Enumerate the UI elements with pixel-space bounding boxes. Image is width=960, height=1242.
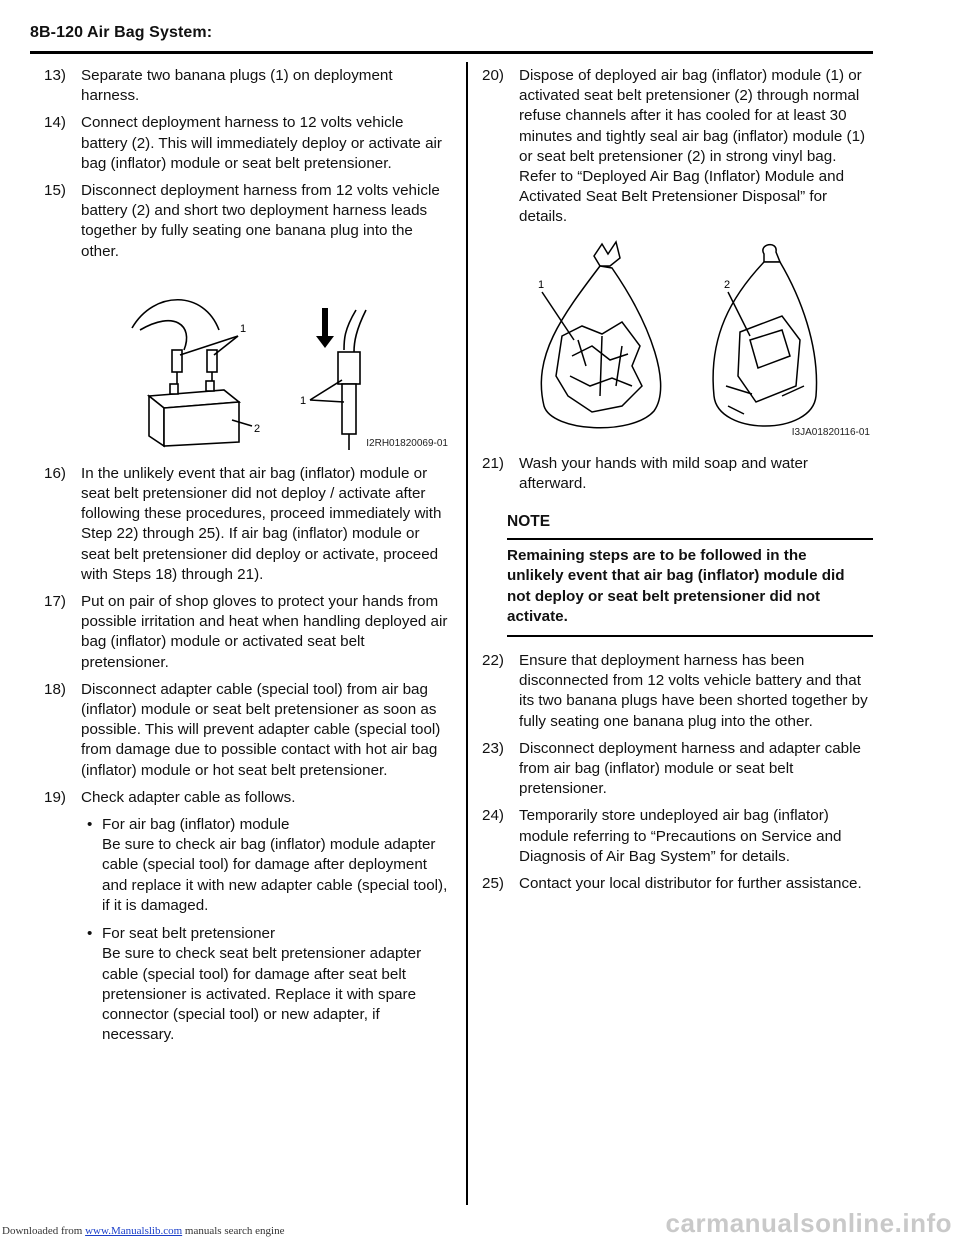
step-22 [482, 651, 874, 732]
step-20 [482, 66, 874, 228]
step-15 [44, 181, 452, 262]
figure-label-2: 2 [724, 278, 731, 291]
bullet-airbag-module [44, 815, 452, 916]
header-rule [30, 51, 873, 54]
note-rule-bottom [507, 635, 873, 637]
step-number: 13) [44, 67, 66, 84]
bullet-icon: • [87, 816, 93, 834]
vinyl-bags-illustration [482, 236, 874, 446]
step-text: Disconnect deployment harness and adapter cable from air bag (inflator) module or seat belt pretensioner. [519, 739, 861, 798]
step-number: 20) [482, 67, 504, 84]
step-17 [44, 592, 452, 673]
step-14 [44, 113, 452, 174]
watermark: carmanualsonline.info [665, 1208, 952, 1238]
step-number: 22) [482, 652, 504, 670]
step-text: Temporarily store undeployed air bag (inflator) module referring to “Precautions on Service and Diagnosis of Air Bag System” for details. [519, 807, 842, 865]
figure-code: I2RH01820069-01 [366, 437, 448, 449]
step-number: 14) [44, 114, 66, 132]
left-column [44, 66, 452, 1053]
vinyl-bag-figure [482, 236, 874, 446]
step-18 [44, 680, 452, 781]
step-23 [482, 739, 874, 800]
step-text: Disconnect deployment harness from 12 volts vehicle battery (2) and short two deployment harness leads together by fully seating one banana plug into the other. [81, 182, 440, 260]
step-text: Ensure that deployment harness has been disconnected from 12 volts vehicle battery and that its two banana plugs have been shorted together by fully seating one banana plug into the other. [519, 652, 868, 730]
step-text: Separate two banana plugs (1) on deployment harness. [81, 67, 393, 105]
manualslib-link[interactable]: www.Manualslib.com [85, 1225, 183, 1237]
step-text: Check adapter cable as follows. [81, 788, 296, 806]
deployment-harness-figure [44, 270, 452, 456]
step-16 [44, 464, 452, 585]
step-19 [44, 788, 452, 808]
footer-prefix: Downloaded from [2, 1225, 86, 1237]
bullet-text: Be sure to check seat belt pretensioner adapter cable (special tool) for damage after seat belt pretensioner is activated. Replace it with spare connector (special tool) or new adapter, if necessary. [102, 945, 422, 1044]
bullet-title: For seat belt pretensioner [102, 925, 276, 943]
step-text: Put on pair of shop gloves to protect your hands from possible irritation and heat when handling deployed air bag (inflator) module or activated seat belt pretensioner. [81, 593, 448, 671]
step-text: Connect deployment harness to 12 volts vehicle battery (2). This will immediately deploy or activate air bag (inflator) module or seat belt pretensioner. [81, 114, 442, 172]
figure-label-1b: 1 [300, 394, 307, 407]
bullet-text: Be sure to check air bag (inflator) module adapter cable (special tool) for damage after deployment and replace it with new adapter cable (special tool), if it is damaged. [102, 836, 448, 914]
note-body: Remaining steps are to be followed in the unlikely event that air bag (inflator) module did not deploy or seat belt pretensioner did not activate. [507, 547, 845, 625]
step-number: 23) [482, 739, 504, 757]
download-footer [2, 1225, 284, 1237]
figure-code: I3JA01820116-01 [791, 427, 870, 439]
figure-label-1: 1 [240, 322, 247, 335]
step-25 [482, 874, 874, 894]
step-24 [482, 806, 874, 867]
step-text: Disconnect adapter cable (special tool) from air bag (inflator) module or seat belt pretensioner as soon as possible. This will prevent adapter cable (special tool) from damage due to possible contact with hot air bag (inflator) module or hot seat belt pretensioner. [81, 680, 441, 779]
page-header [30, 20, 930, 54]
note-box [482, 512, 874, 637]
step-number: 24) [482, 807, 504, 825]
column-divider [466, 62, 468, 1205]
step-21 [482, 454, 874, 494]
step-text: Contact your local distributor for further assistance. [519, 875, 862, 893]
step-number: 15) [44, 182, 66, 200]
footer-suffix: manuals search engine [182, 1225, 285, 1237]
bullet-seat-belt [44, 924, 452, 1045]
bullet-title: For air bag (inflator) module [102, 816, 290, 834]
figure-label-1: 1 [538, 278, 545, 291]
step-number: 18) [44, 680, 66, 698]
step-text: In the unlikely event that air bag (inflator) module or seat belt pretensioner did not deploy / activate after following these procedures, proceed immediately with Step 22) through 25). If air bag (inflator) module or seat belt pretensioner did deploy or activate, proceed with Steps 18) through 21). [81, 464, 442, 583]
note-title: NOTE [507, 513, 551, 531]
step-number: 21) [482, 454, 504, 472]
step-number: 17) [44, 593, 66, 611]
step-text: Wash your hands with mild soap and water afterward. [519, 454, 808, 492]
figure-label-2: 2 [254, 422, 261, 435]
step-number: 19) [44, 788, 66, 806]
bullet-icon: • [87, 925, 93, 943]
step-number: 16) [44, 464, 66, 482]
step-13 [44, 66, 452, 106]
step-text: Dispose of deployed air bag (inflator) module (1) or activated seat belt pretensioner (2) through normal refuse channels after it has cooled for at least 30 minutes and tightly seal air bag (inflator) module (1) or seat belt pretensioner (2) in strong vinyl bag. Refer to “Deployed Air Bag (Inflator) Module and Activated Seat Belt Pretensioner Disposal” for details. [519, 67, 866, 226]
right-column [482, 66, 874, 901]
battery-harness-illustration [44, 270, 452, 456]
page-title: 8B-120 Air Bag System: [30, 24, 213, 41]
step-number: 25) [482, 875, 504, 893]
